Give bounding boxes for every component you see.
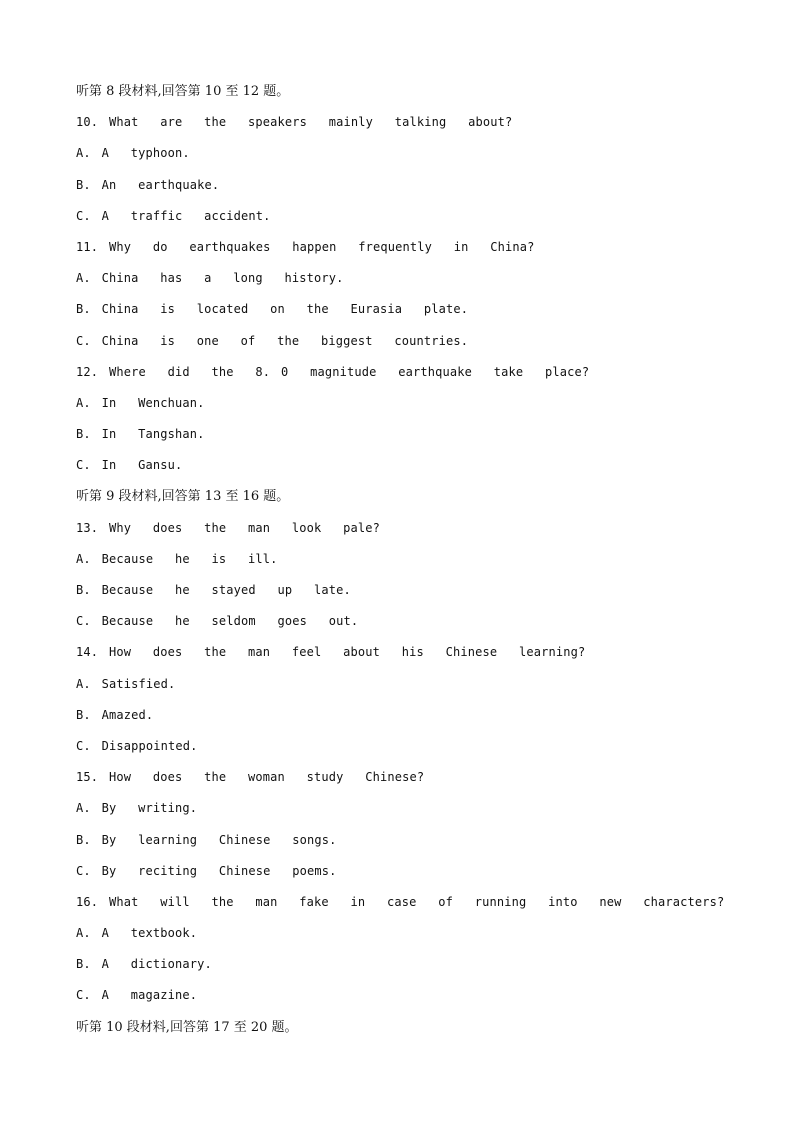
answer-option: B. By learning Chinese songs. bbox=[76, 832, 337, 847]
answer-option: A. Satisfied. bbox=[76, 676, 176, 691]
answer-option: A. In Wenchuan. bbox=[76, 395, 205, 410]
answer-option: B. China is located on the Eurasia plate. bbox=[76, 302, 469, 317]
answer-option: A. A typhoon. bbox=[76, 146, 190, 161]
answer-option: C. A magazine. bbox=[76, 988, 198, 1003]
answer-option: C. By reciting Chinese poems. bbox=[76, 863, 337, 878]
answer-option: B. A dictionary. bbox=[76, 957, 212, 972]
answer-option: B. In Tangshan. bbox=[76, 427, 205, 442]
question-stem: 15. How does the woman study Chinese? bbox=[76, 770, 425, 785]
question-stem: 12. Where did the 8. 0 magnitude earthquake take place? bbox=[76, 364, 590, 379]
question-stem: 14. How does the man feel about his Chinese learning? bbox=[76, 645, 586, 660]
question-stem: 11. Why do earthquakes happen frequently in China? bbox=[76, 239, 535, 254]
section-heading: 听第 9 段材料,回答第 13 至 16 题。 bbox=[76, 489, 290, 505]
question-stem: 13. Why does the man look pale? bbox=[76, 520, 380, 535]
answer-option: B. An earthquake. bbox=[76, 177, 220, 192]
answer-option: C. In Gansu. bbox=[76, 458, 183, 473]
listening-section bbox=[76, 83, 756, 1050]
answer-option: C. Because he seldom goes out. bbox=[76, 614, 359, 629]
answer-option: B. Because he stayed up late. bbox=[76, 583, 351, 597]
answer-option: A. China has a long history. bbox=[76, 271, 344, 286]
section-heading: 听第 8 段材料,回答第 10 至 12 题。 bbox=[76, 84, 290, 99]
question-stem: 10. What are the speakers mainly talking about? bbox=[76, 115, 513, 130]
answer-option: C. China is one of the biggest countries. bbox=[76, 333, 469, 348]
answer-option: A. Because he is ill. bbox=[76, 551, 278, 566]
answer-option: A. By writing. bbox=[76, 801, 198, 816]
question-stem: 16. What will the man fake in case of running into new characters? bbox=[76, 894, 725, 909]
answer-option: C. Disappointed. bbox=[76, 738, 198, 753]
answer-option: A. A textbook. bbox=[76, 926, 198, 941]
answer-option: C. A traffic accident. bbox=[76, 208, 271, 223]
section-heading: 听第 10 段材料,回答第 17 至 20 题。 bbox=[76, 1019, 298, 1035]
answer-option: B. Amazed. bbox=[76, 707, 154, 722]
